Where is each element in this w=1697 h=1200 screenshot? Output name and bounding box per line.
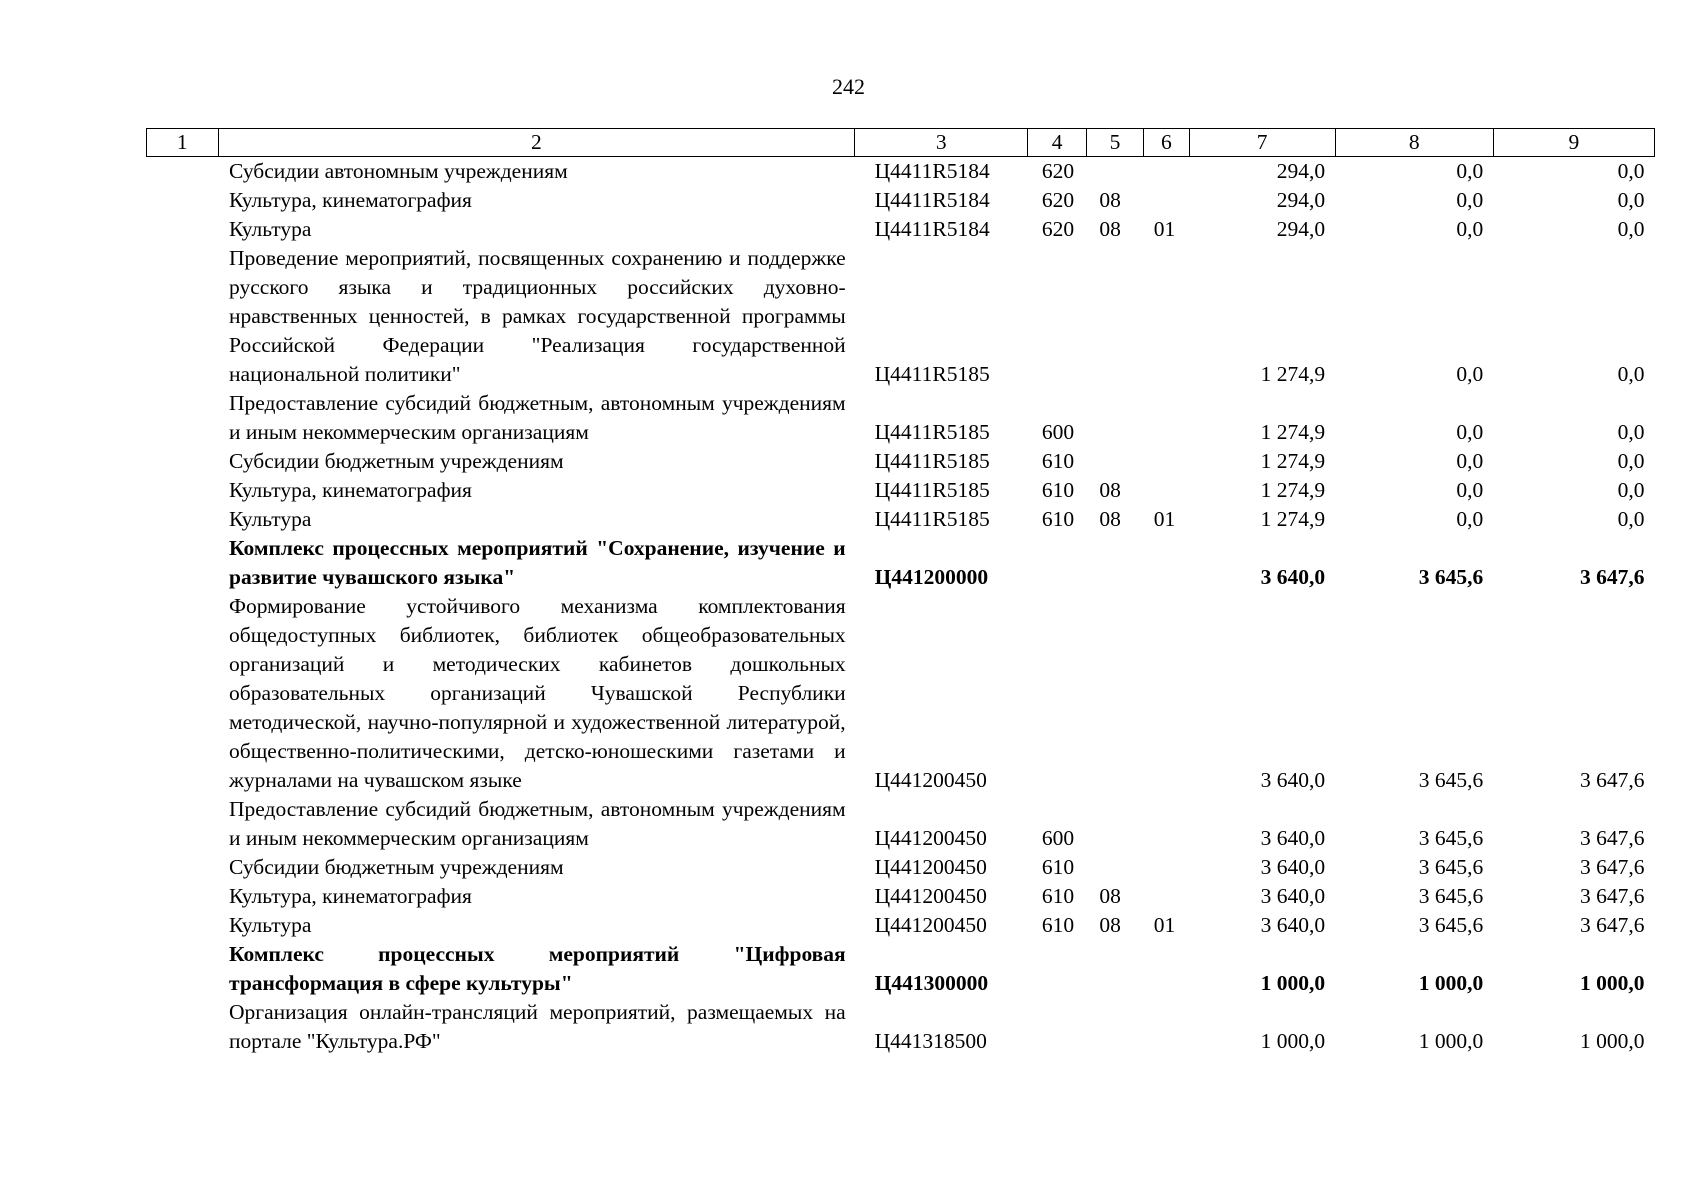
row-amount-col7-cell: 1 274,9 bbox=[1260, 420, 1326, 444]
table-row bbox=[147, 853, 1655, 882]
row-index-cell bbox=[147, 592, 219, 795]
row-code-cell: Ц441200450 bbox=[874, 826, 987, 850]
row-code-cell: Ц4411R5185 bbox=[874, 449, 990, 473]
row-expense-type-cell: 610 bbox=[1041, 507, 1075, 531]
row-index-cell bbox=[147, 534, 219, 592]
row-subsection-cell bbox=[1144, 389, 1189, 447]
row-name-cell: Культура bbox=[229, 507, 312, 531]
row-amount-col9-cell: 3 647,6 bbox=[1580, 565, 1645, 589]
row-expense-type-cell: 610 bbox=[1041, 449, 1075, 473]
row-amount-col7-cell: 1 000,0 bbox=[1260, 971, 1326, 995]
row-amount-col7-cell: 3 640,0 bbox=[1260, 768, 1326, 792]
column-header-6: 6 bbox=[1144, 129, 1189, 157]
row-expense-type-cell bbox=[1028, 592, 1086, 795]
row-expense-type-cell: 600 bbox=[1041, 826, 1075, 850]
row-code-cell: Ц4411R5185 bbox=[874, 420, 990, 444]
row-section-cell: 08 bbox=[1099, 188, 1121, 212]
row-amount-col9-cell: 1 000,0 bbox=[1580, 1029, 1645, 1053]
row-subsection-cell bbox=[1144, 534, 1189, 592]
row-amount-col8-cell: 0,0 bbox=[1456, 188, 1484, 212]
row-amount-col7-cell: 3 640,0 bbox=[1260, 565, 1326, 589]
row-amount-col9-cell: 3 647,6 bbox=[1580, 768, 1645, 792]
table-row bbox=[147, 186, 1655, 215]
row-amount-col7-cell: 3 640,0 bbox=[1260, 826, 1326, 850]
row-section-cell bbox=[1086, 389, 1143, 447]
row-section-cell bbox=[1086, 244, 1143, 389]
row-amount-col9-cell: 0,0 bbox=[1617, 188, 1645, 212]
row-subsection-cell bbox=[1144, 795, 1189, 853]
table-row bbox=[147, 795, 1655, 853]
row-name-cell: Предоставление субсидий бюджетным, автономным учреждениям и иным некоммерческим организациям bbox=[229, 391, 846, 444]
row-subsection-cell bbox=[1144, 882, 1189, 911]
row-amount-col8-cell: 1 000,0 bbox=[1418, 971, 1484, 995]
column-header-7: 7 bbox=[1189, 129, 1335, 157]
row-name-cell: Культура bbox=[229, 913, 312, 937]
row-amount-col9-cell: 0,0 bbox=[1617, 507, 1645, 531]
column-header-4: 4 bbox=[1028, 129, 1086, 157]
row-index-cell bbox=[147, 157, 219, 187]
row-name-cell: Культура, кинематография bbox=[229, 478, 472, 502]
row-name-cell: Организация онлайн-трансляций мероприятий, размещаемых на портале "Культура.РФ" bbox=[229, 1000, 846, 1053]
table-row bbox=[147, 592, 1655, 795]
row-name-cell: Культура, кинематография bbox=[229, 188, 472, 212]
row-code-cell: Ц441200450 bbox=[874, 855, 987, 879]
column-header-5: 5 bbox=[1086, 129, 1143, 157]
table-row bbox=[147, 505, 1655, 534]
row-subsection-cell bbox=[1144, 157, 1189, 187]
row-section-cell: 08 bbox=[1099, 913, 1121, 937]
row-name-cell: Субсидии бюджетным учреждениям bbox=[229, 855, 564, 879]
row-expense-type-cell bbox=[1028, 940, 1086, 998]
row-amount-col7-cell: 294,0 bbox=[1276, 217, 1326, 241]
row-expense-type-cell: 610 bbox=[1041, 913, 1075, 937]
row-code-cell: Ц4411R5184 bbox=[874, 217, 990, 241]
row-amount-col9-cell: 0,0 bbox=[1617, 159, 1645, 183]
row-amount-col8-cell: 0,0 bbox=[1456, 507, 1484, 531]
row-expense-type-cell bbox=[1028, 244, 1086, 389]
row-subsection-cell: 01 bbox=[1153, 507, 1176, 531]
row-name-cell: Культура, кинематография bbox=[229, 884, 472, 908]
page-number: 242 bbox=[832, 74, 865, 99]
row-amount-col8-cell: 3 645,6 bbox=[1418, 913, 1484, 937]
column-header-9: 9 bbox=[1493, 129, 1654, 157]
row-section-cell bbox=[1086, 592, 1143, 795]
row-amount-col9-cell: 0,0 bbox=[1617, 420, 1645, 444]
table-row bbox=[147, 940, 1655, 998]
row-section-cell bbox=[1086, 447, 1143, 476]
row-code-cell: Ц4411R5185 bbox=[874, 507, 990, 531]
column-header-2: 2 bbox=[218, 129, 855, 157]
row-expense-type-cell: 620 bbox=[1041, 159, 1075, 183]
row-section-cell: 08 bbox=[1099, 507, 1121, 531]
row-amount-col9-cell: 0,0 bbox=[1617, 217, 1645, 241]
table-row bbox=[147, 534, 1655, 592]
row-expense-type-cell bbox=[1028, 998, 1086, 1056]
row-subsection-cell: 01 bbox=[1153, 217, 1176, 241]
row-amount-col8-cell: 0,0 bbox=[1456, 362, 1484, 386]
row-subsection-cell bbox=[1144, 186, 1189, 215]
row-code-cell: Ц4411R5184 bbox=[874, 159, 990, 183]
row-subsection-cell bbox=[1144, 447, 1189, 476]
row-name-cell: Комплекс процессных мероприятий "Цифровая трансформация в сфере культуры" bbox=[229, 942, 846, 995]
row-amount-col7-cell: 1 274,9 bbox=[1260, 449, 1326, 473]
row-code-cell: Ц441200450 bbox=[874, 913, 987, 937]
row-amount-col9-cell: 0,0 bbox=[1617, 362, 1645, 386]
row-amount-col8-cell: 0,0 bbox=[1456, 159, 1484, 183]
row-code-cell: Ц4411R5185 bbox=[874, 362, 990, 386]
row-amount-col8-cell: 0,0 bbox=[1456, 217, 1484, 241]
row-section-cell bbox=[1086, 940, 1143, 998]
row-code-cell: Ц441318500 bbox=[874, 1029, 987, 1053]
table-row bbox=[147, 476, 1655, 505]
row-expense-type-cell: 610 bbox=[1041, 884, 1075, 908]
table-row bbox=[147, 244, 1655, 389]
row-code-cell: Ц441200450 bbox=[874, 884, 987, 908]
row-code-cell: Ц4411R5185 bbox=[874, 478, 990, 502]
row-expense-type-cell: 610 bbox=[1041, 478, 1075, 502]
row-amount-col8-cell: 3 645,6 bbox=[1418, 768, 1484, 792]
row-index-cell bbox=[147, 186, 219, 215]
row-code-cell: Ц441300000 bbox=[874, 971, 989, 995]
row-index-cell bbox=[147, 882, 219, 911]
row-amount-col7-cell: 1 000,0 bbox=[1260, 1029, 1326, 1053]
table-row bbox=[147, 215, 1655, 244]
row-subsection-cell bbox=[1144, 592, 1189, 795]
row-index-cell bbox=[147, 795, 219, 853]
table-row bbox=[147, 157, 1655, 187]
row-name-cell: Субсидии автономным учреждениям bbox=[229, 159, 568, 183]
column-header-3: 3 bbox=[855, 129, 1028, 157]
row-expense-type-cell: 620 bbox=[1041, 188, 1075, 212]
row-expense-type-cell: 610 bbox=[1041, 855, 1075, 879]
row-amount-col7-cell: 294,0 bbox=[1276, 188, 1326, 212]
row-amount-col8-cell: 1 000,0 bbox=[1418, 1029, 1484, 1053]
row-index-cell bbox=[147, 998, 219, 1056]
row-section-cell: 08 bbox=[1099, 217, 1121, 241]
row-section-cell bbox=[1086, 853, 1143, 882]
row-subsection-cell bbox=[1144, 476, 1189, 505]
row-index-cell bbox=[147, 215, 219, 244]
row-subsection-cell bbox=[1144, 998, 1189, 1056]
row-amount-col8-cell: 3 645,6 bbox=[1418, 565, 1484, 589]
row-amount-col8-cell: 3 645,6 bbox=[1418, 855, 1484, 879]
row-name-cell: Проведение мероприятий, посвященных сохранению и поддержке русского языка и традиционных российских духовно-нравственных ценностей, в рамках государственной программы Российской Федерации "Реализация государственной национальной политики" bbox=[229, 246, 846, 386]
table-row bbox=[147, 911, 1655, 940]
row-index-cell bbox=[147, 911, 219, 940]
row-index-cell bbox=[147, 505, 219, 534]
row-amount-col9-cell: 3 647,6 bbox=[1580, 913, 1645, 937]
row-name-cell: Формирование устойчивого механизма комплектования общедоступных библиотек, библиотек общеобразовательных организаций и методических кабинетов дошкольных образовательных организаций Чувашской Республики методической, научно-популярной и художественной литературой, общественно-политическими, детско-юношескими газетами и журналами на чувашском языке bbox=[229, 594, 846, 792]
row-amount-col9-cell: 3 647,6 bbox=[1580, 855, 1645, 879]
row-index-cell bbox=[147, 853, 219, 882]
budget-table bbox=[146, 128, 1655, 1056]
row-code-cell: Ц4411R5184 bbox=[874, 188, 990, 212]
column-header-8: 8 bbox=[1335, 129, 1493, 157]
table-row bbox=[147, 998, 1655, 1056]
table-row bbox=[147, 389, 1655, 447]
row-amount-col9-cell: 1 000,0 bbox=[1580, 971, 1645, 995]
row-index-cell bbox=[147, 244, 219, 389]
row-amount-col7-cell: 294,0 bbox=[1276, 159, 1326, 183]
row-code-cell: Ц441200000 bbox=[874, 565, 989, 589]
row-amount-col8-cell: 3 645,6 bbox=[1418, 884, 1484, 908]
row-amount-col7-cell: 3 640,0 bbox=[1260, 884, 1326, 908]
row-amount-col8-cell: 0,0 bbox=[1456, 449, 1484, 473]
row-amount-col9-cell: 0,0 bbox=[1617, 449, 1645, 473]
row-section-cell bbox=[1086, 157, 1143, 187]
row-section-cell bbox=[1086, 998, 1143, 1056]
row-subsection-cell bbox=[1144, 853, 1189, 882]
row-amount-col9-cell: 0,0 bbox=[1617, 478, 1645, 502]
row-name-cell: Субсидии бюджетным учреждениям bbox=[229, 449, 564, 473]
row-name-cell: Предоставление субсидий бюджетным, автономным учреждениям и иным некоммерческим организациям bbox=[229, 797, 846, 850]
row-amount-col9-cell: 3 647,6 bbox=[1580, 884, 1645, 908]
row-name-cell: Культура bbox=[229, 217, 312, 241]
row-index-cell bbox=[147, 940, 219, 998]
row-subsection-cell bbox=[1144, 244, 1189, 389]
row-section-cell bbox=[1086, 795, 1143, 853]
row-amount-col7-cell: 1 274,9 bbox=[1260, 478, 1326, 502]
row-section-cell: 08 bbox=[1099, 884, 1121, 908]
column-header-1: 1 bbox=[147, 129, 219, 157]
row-section-cell bbox=[1086, 534, 1143, 592]
table-row bbox=[147, 447, 1655, 476]
header-row bbox=[147, 129, 1655, 157]
row-subsection-cell: 01 bbox=[1153, 913, 1176, 937]
row-amount-col8-cell: 3 645,6 bbox=[1418, 826, 1484, 850]
row-index-cell bbox=[147, 447, 219, 476]
table-row bbox=[147, 882, 1655, 911]
row-amount-col8-cell: 0,0 bbox=[1456, 420, 1484, 444]
row-expense-type-cell: 600 bbox=[1041, 420, 1075, 444]
row-amount-col7-cell: 1 274,9 bbox=[1260, 507, 1326, 531]
row-section-cell: 08 bbox=[1099, 478, 1121, 502]
row-expense-type-cell: 620 bbox=[1041, 217, 1075, 241]
row-amount-col7-cell: 3 640,0 bbox=[1260, 855, 1326, 879]
row-expense-type-cell bbox=[1028, 534, 1086, 592]
row-amount-col9-cell: 3 647,6 bbox=[1580, 826, 1645, 850]
table-body bbox=[147, 157, 1655, 1057]
row-subsection-cell bbox=[1144, 940, 1189, 998]
row-name-cell: Комплекс процессных мероприятий "Сохранение, изучение и развитие чувашского языка" bbox=[229, 536, 846, 589]
row-index-cell bbox=[147, 389, 219, 447]
row-amount-col8-cell: 0,0 bbox=[1456, 478, 1484, 502]
row-amount-col7-cell: 1 274,9 bbox=[1260, 362, 1326, 386]
row-index-cell bbox=[147, 476, 219, 505]
row-code-cell: Ц441200450 bbox=[874, 768, 987, 792]
row-amount-col7-cell: 3 640,0 bbox=[1260, 913, 1326, 937]
